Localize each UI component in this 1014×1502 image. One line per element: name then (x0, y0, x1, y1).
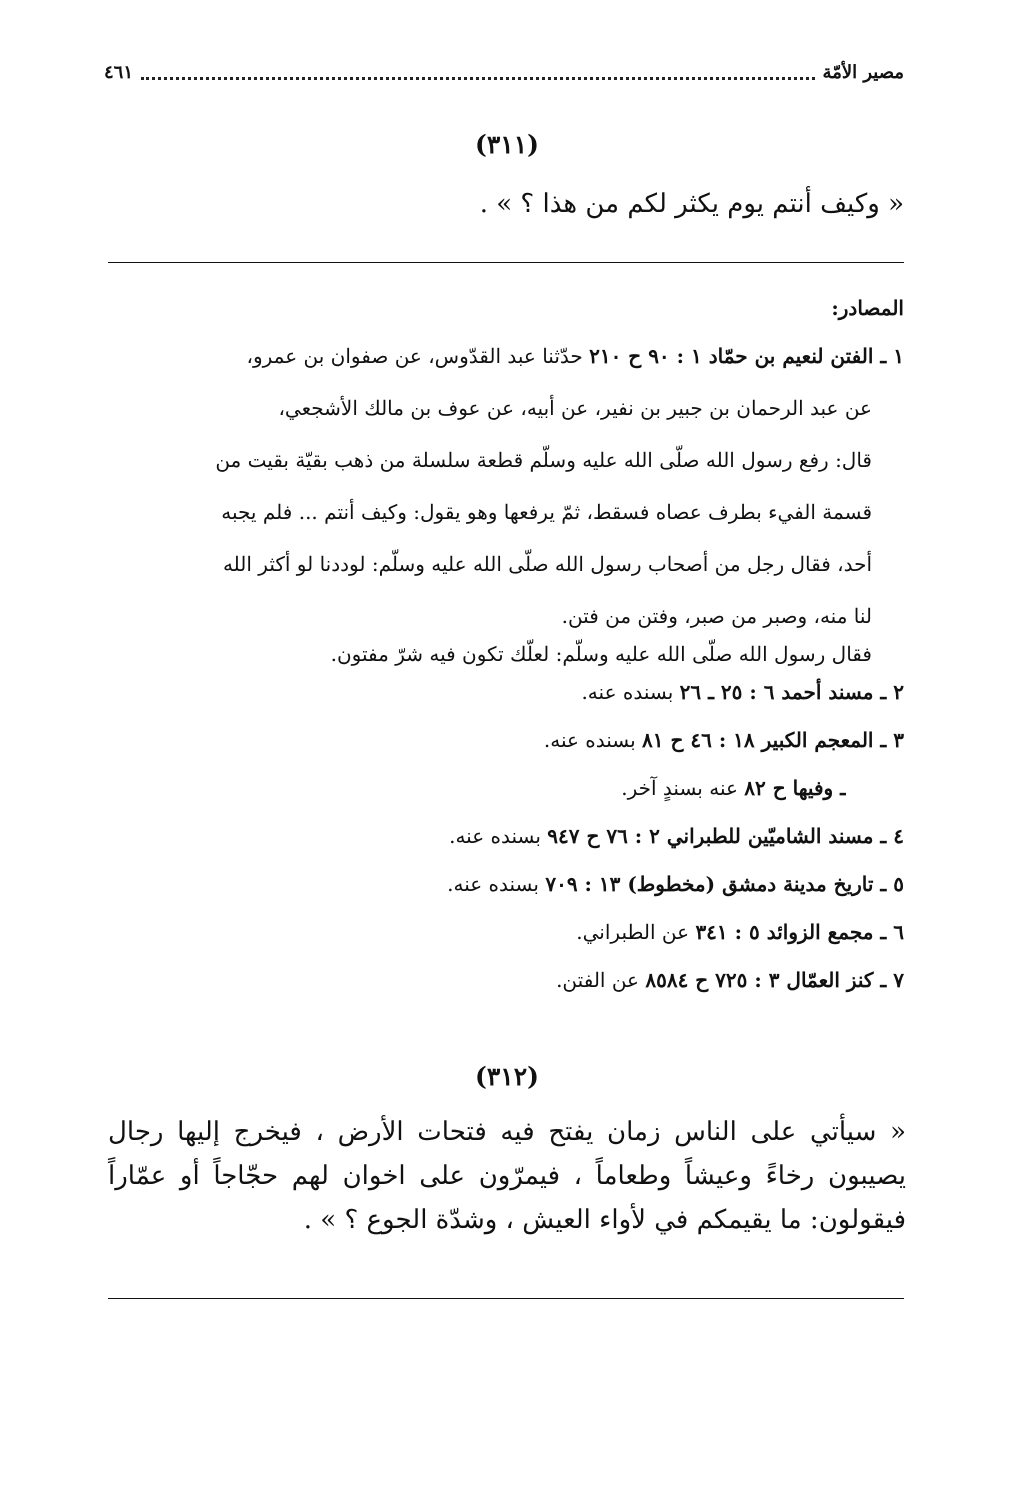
source-text: أحد، فقال رجل من أصحاب رسول الله صلّى الله عليه وسلّم: لوددنا لو أكثر الله (222, 552, 872, 576)
source-line (110, 540, 872, 588)
running-head (104, 56, 904, 88)
source-text: عن الطبراني. (576, 920, 696, 944)
source-line (110, 956, 904, 1004)
source-line (110, 436, 872, 484)
divider-rule (108, 262, 904, 263)
source-title: ٣ ـ المعجم الكبير ١٨ : ٤٦ ح ٨١ (642, 728, 904, 752)
running-head-title: مصير الأمّة (822, 61, 904, 83)
source-text: قسمة الفيء بطرف عصاه فسقط، ثمّ يرفعها وهو يقول: وكيف أنتم ... فلم يجبه (221, 500, 872, 524)
page-number: ٤٦١ (104, 61, 134, 83)
hadith-text-311: « وكيف أنتم يوم يكثر لكم من هذا ؟ » . (479, 189, 904, 219)
leader-dots (141, 77, 815, 80)
source-text: عنه بسندٍ آخر. (621, 776, 745, 800)
source-line (110, 860, 904, 908)
source-title: ٥ ـ تاريخ مدينة دمشق (مخطوط) ١٣ : ٧٠٩ (545, 872, 904, 896)
source-line (110, 716, 904, 764)
source-line (110, 812, 904, 860)
hadith-text-312: « سيأتي على الناس زمان يفتح فيه فتحات الأرض ، فيخرج إليها رجال يصيبون رخاءً وعيشاً وطعاماً ، فيمرّون على اخوان لهم حجّاجاً أو عمّاراً فيقولون: ما يقيمكم في لأواء العيش ، وشدّة الجوع ؟ » . (108, 1117, 906, 1235)
source-title: ٦ ـ مجمع الزوائد ٥ : ٣٤١ (695, 920, 904, 944)
source-text: بسنده عنه. (581, 680, 680, 704)
source-text: عن الفتن. (556, 968, 646, 992)
source-title: ١ ـ الفتن لنعيم بن حمّاد ١ : ٩٠ ح ٢١٠ (589, 344, 904, 368)
source-text: عن عبد الرحمان بن جبير بن نفير، عن أبيه، عن عوف بن مالك الأشجعي، (278, 396, 872, 420)
source-title: ٧ ـ كنز العمّال ٣ : ٧٢٥ ح ٨٥٨٤ (645, 968, 904, 992)
source-text: لنا منه، وصبر من صبر، وفتن من فتن. (561, 604, 872, 628)
source-line (110, 332, 904, 380)
source-line (110, 384, 872, 432)
hadith-number-311: (٣١١) (475, 130, 539, 159)
source-text: فقال رسول الله صلّى الله عليه وسلّم: لعلّك تكون فيه شرّ مفتون. (330, 642, 872, 666)
source-text: حدّثنا عبد القدّوس، عن صفوان بن عمرو، (246, 344, 590, 368)
source-line (110, 764, 846, 812)
source-text: بسنده عنه. (449, 824, 548, 848)
source-text: قال: رفع رسول الله صلّى الله عليه وسلّم قطعة سلسلة من ذهب بقيّة بقيت من (215, 448, 872, 472)
source-title: ـ وفيها ح ٨٢ (744, 776, 846, 800)
source-title: ٤ ـ مسند الشاميّين للطبراني ٢ : ٧٦ ح ٩٤٧ (547, 824, 904, 848)
source-title: ٢ ـ مسند أحمد ٦ : ٢٥ ـ ٢٦ (679, 680, 904, 704)
source-line (110, 668, 904, 716)
source-text: بسنده عنه. (543, 728, 643, 752)
divider-rule (108, 1298, 904, 1299)
source-line (110, 488, 872, 536)
source-line (110, 908, 904, 956)
sources-label: المصادر: (831, 296, 904, 320)
source-text: بسنده عنه. (447, 872, 546, 896)
hadith-number-312: (٣١٢) (475, 1062, 539, 1091)
